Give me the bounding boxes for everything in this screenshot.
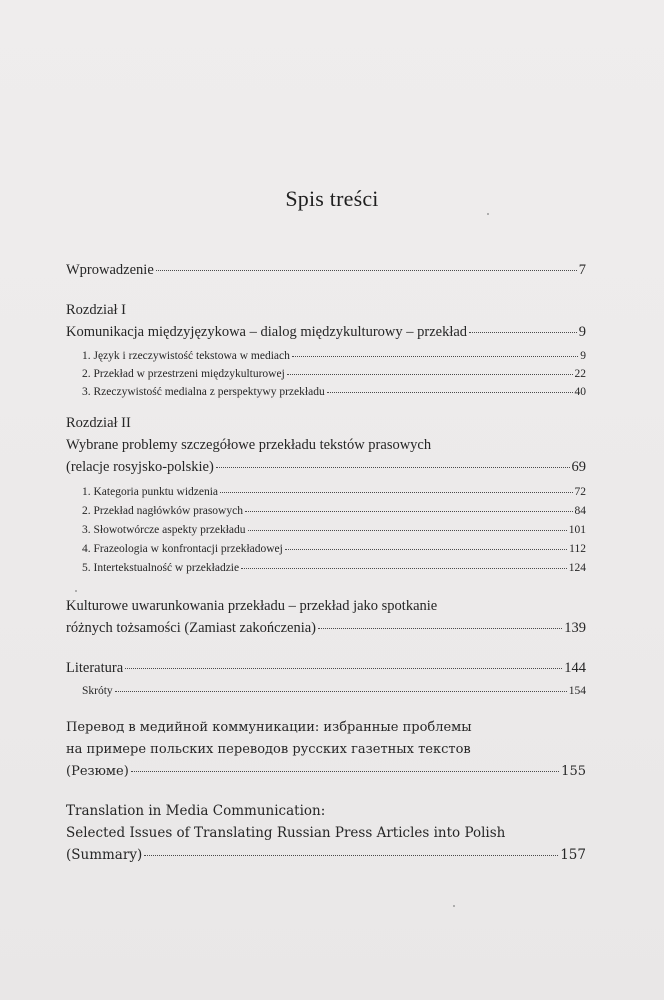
- toc-page-number: 139: [564, 620, 586, 636]
- toc-entry-label: 3. Rzeczywistość medialna z perspektywy przekładu: [82, 386, 325, 398]
- toc-page-number: 112: [569, 543, 586, 555]
- toc-page-number: 157: [560, 847, 586, 863]
- resume-line-2: на примере польских переводов русских газетных текстов: [66, 742, 471, 757]
- conclusion-line-1: Kulturowe uwarunkowania przekładu – przekład jako spotkanie: [66, 598, 438, 614]
- toc-entry-section: [82, 486, 586, 504]
- dot-leader: [469, 332, 577, 333]
- dot-leader: [248, 530, 567, 531]
- toc-entry-label: różnych tożsamości (Zamiast zakończenia): [66, 620, 317, 636]
- dot-leader: [287, 374, 573, 375]
- toc-entry-chapter-2: [66, 459, 586, 481]
- dot-leader: [131, 771, 559, 772]
- toc-entry-section: [82, 350, 586, 368]
- toc-entry-label: Wprowadzenie: [66, 262, 154, 278]
- dot-leader: [327, 392, 573, 393]
- toc-page-number: 7: [578, 262, 586, 278]
- chapter-1-heading: Rozdział I: [66, 302, 126, 318]
- paper-speck: [453, 905, 455, 907]
- toc-entry-label: 5. Intertekstualność w przekładzie: [82, 562, 240, 574]
- toc-entry-section: [82, 524, 586, 542]
- toc-page-number: 9: [578, 324, 586, 340]
- dot-leader: [125, 668, 562, 669]
- toc-page-number: 155: [561, 764, 586, 779]
- toc-page-number: 72: [574, 486, 586, 498]
- toc-entry-section: [82, 562, 586, 580]
- toc-page-number: 40: [574, 386, 586, 398]
- dot-leader: [285, 549, 567, 550]
- toc-entry-section: [82, 505, 586, 523]
- toc-entry-chapter-1: [66, 324, 586, 346]
- dot-leader: [144, 855, 558, 856]
- toc-page-number: 144: [564, 660, 586, 676]
- toc-entry-label: 3. Słowotwórcze aspekty przekładu: [82, 524, 246, 536]
- toc-entry-label: (relacje rosyjsko-polskie): [66, 459, 214, 475]
- toc-entry-literature: [66, 660, 586, 682]
- dot-leader: [156, 270, 577, 271]
- chapter-2-title-line-1: Wybrane problemy szczegółowe przekładu tekstów prasowych: [66, 437, 432, 453]
- dot-leader: [220, 492, 572, 493]
- toc-page-number: 9: [580, 350, 586, 362]
- toc-page-number: 84: [574, 505, 586, 517]
- toc-entry-label: (Резюме): [66, 764, 129, 779]
- paper-speck: [487, 213, 489, 215]
- toc-entry-label: Literatura: [66, 660, 124, 676]
- toc-entry-conclusion: [66, 620, 586, 642]
- toc-entry-label: (Summary): [66, 847, 143, 863]
- toc-entry-section: [82, 368, 586, 386]
- toc-entry-section: [82, 543, 586, 561]
- toc-page-number: 69: [571, 459, 586, 475]
- resume-line-1: Перевод в медийной коммуникации: избранные проблемы: [66, 720, 472, 735]
- toc-entry-label: Komunikacja międzyjęzykowa – dialog międzykulturowy – przekład: [66, 324, 468, 340]
- page-title: Spis treści: [285, 186, 379, 211]
- toc-entry-label: 2. Przekład nagłówków prasowych: [82, 505, 243, 517]
- chapter-2-heading: Rozdział II: [66, 415, 131, 431]
- dot-leader: [241, 568, 567, 569]
- paper-speck: [75, 590, 77, 592]
- dot-leader: [245, 511, 573, 512]
- toc-page-number: 101: [568, 524, 586, 536]
- toc-entry-resume: [66, 764, 586, 786]
- dot-leader: [292, 356, 578, 357]
- dot-leader: [318, 628, 562, 629]
- toc-entry-label: 1. Język i rzeczywistość tekstowa w mediach: [82, 350, 290, 362]
- toc-entry-section: [82, 386, 586, 404]
- toc-page-number: 22: [574, 368, 586, 380]
- toc-page-number: 154: [568, 685, 586, 697]
- summary-line-2: Selected Issues of Translating Russian Press Articles into Polish: [66, 825, 506, 841]
- toc-entry-intro: [66, 262, 586, 284]
- toc-entry-summary: [66, 847, 586, 869]
- summary-line-1: Translation in Media Communication:: [66, 803, 326, 819]
- dot-leader: [216, 467, 570, 468]
- toc-entry-label: Skróty: [82, 685, 113, 697]
- toc-entry-abbreviations: [82, 685, 586, 703]
- toc-page-number: 124: [568, 562, 586, 574]
- dot-leader: [115, 691, 567, 692]
- toc-entry-label: 1. Kategoria punktu widzenia: [82, 486, 219, 498]
- toc-entry-label: 4. Frazeologia w konfrontacji przekładowej: [82, 543, 283, 555]
- toc-entry-label: 2. Przekład w przestrzeni międzykulturowej: [82, 368, 285, 380]
